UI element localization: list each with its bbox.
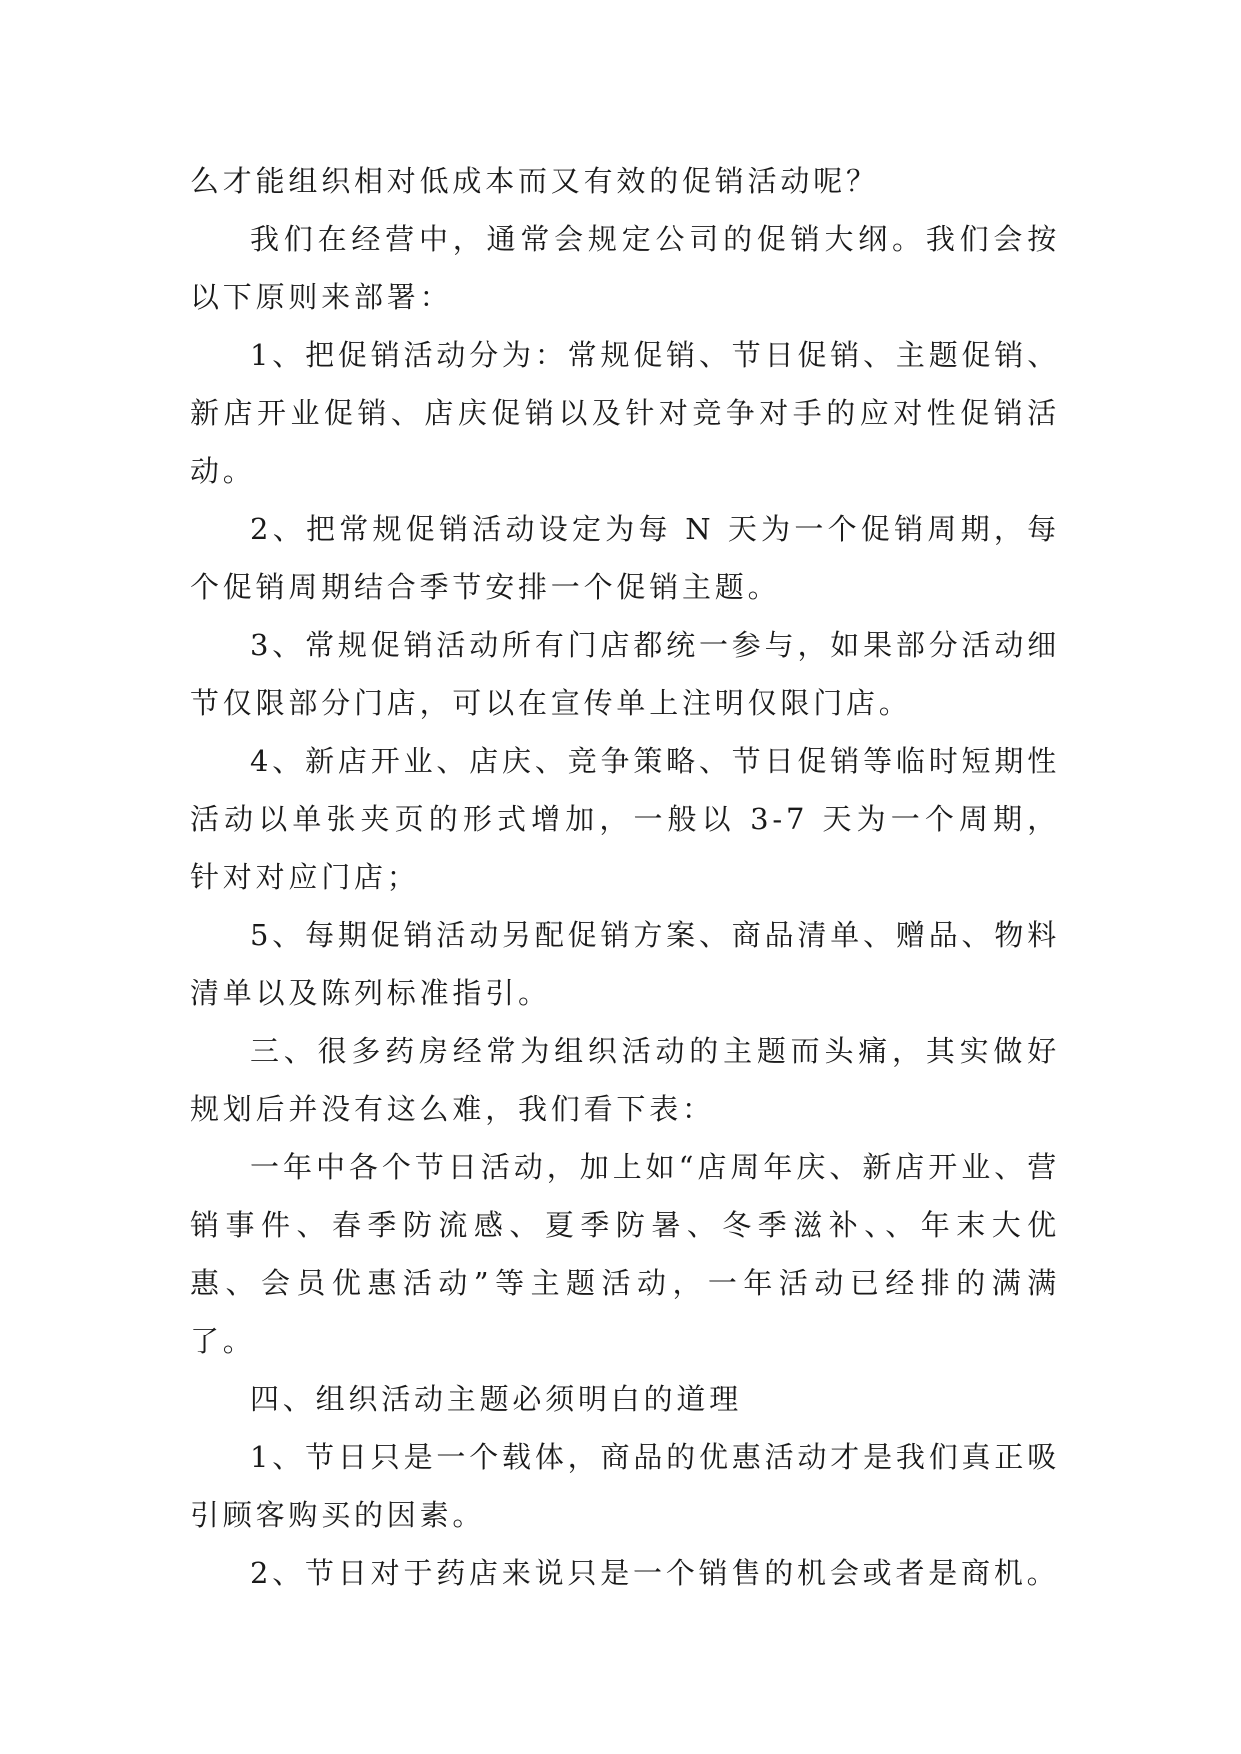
paragraph-item-4: 4、新店开业、店庆、竞争策略、节日促销等临时短期性活动以单张夹页的形式增加，一般以 3-7 天为一个周期，针对对应门店； bbox=[190, 744, 1060, 894]
paragraph-item-5: 5、每期促销活动另配促销方案、商品清单、赠品、物料清单以及陈列标准指引。 bbox=[190, 918, 1060, 1010]
paragraph-continuation: 么才能组织相对低成本而又有效的促销活动呢？ bbox=[190, 164, 879, 198]
paragraph-item-1: 1、把促销活动分为：常规促销、节日促销、主题促销、新店开业促销、店庆促销以及针对竞争对手的应对性促销活动。 bbox=[190, 338, 1060, 488]
paragraph-section-3: 三、很多药房经常为组织活动的主题而头痛，其实做好规划后并没有这么难，我们看下表： bbox=[190, 1034, 1060, 1126]
paragraph-intro: 我们在经营中，通常会规定公司的促销大纲。我们会按以下原则来部署： bbox=[190, 222, 1060, 314]
paragraph-principle-1: 1、节日只是一个载体，商品的优惠活动才是我们真正吸引顾客购买的因素。 bbox=[190, 1440, 1060, 1532]
paragraph-item-2: 2、把常规促销活动设定为每 N 天为一个促销周期，每个促销周期结合季节安排一个促销主题。 bbox=[190, 512, 1060, 604]
paragraph-item-3: 3、常规促销活动所有门店都统一参与，如果部分活动细节仅限部分门店，可以在宣传单上注明仅限门店。 bbox=[190, 628, 1060, 720]
heading-section-4: 四、组织活动主题必须明白的道理 bbox=[250, 1382, 743, 1416]
paragraph-principle-2: 2、节日对于药店来说只是一个销售的机会或者是商机。 bbox=[250, 1556, 1060, 1590]
paragraph-yearly-events: 一年中各个节日活动，加上如“店周年庆、新店开业、营销事件、春季防流感、夏季防暑、冬季滋补、、年末大优惠、会员优惠活动”等主题活动，一年活动已经排的满满了。 bbox=[190, 1150, 1060, 1358]
document-body bbox=[190, 152, 1060, 1602]
